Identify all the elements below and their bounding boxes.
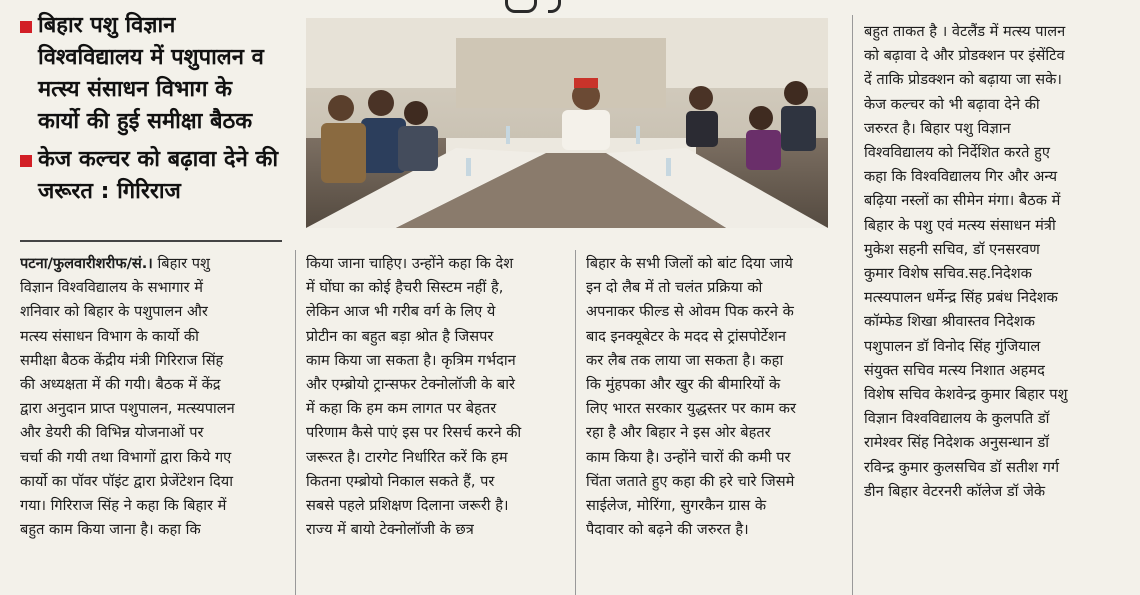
article-line: विज्ञान विश्वविद्यालय के सभागार में [20, 279, 203, 297]
headline-line: मत्स्य संसाधन विभाग के [38, 77, 233, 102]
article-line: रामेश्वर सिंह निदेशक अनुसन्धान डॉ [864, 434, 1050, 452]
article-line: गया। गिरिराज सिंह ने कहा कि बिहार में [20, 497, 227, 515]
article-column-2 [306, 252, 564, 595]
meeting-photo-icon [306, 18, 828, 228]
article-line: में घोंघा का कोई हैचरी सिस्टम नहीं है, [306, 279, 504, 297]
article-line: मत्स्यपालन धर्मेन्द्र सिंह प्रबंध निदेशक [864, 289, 1058, 307]
article-line: लिए भारत सरकार युद्धस्तर पर काम कर [586, 400, 796, 418]
article-line: बढ़िया नस्लों का सीमेन मंगा। बैठक में [864, 192, 1061, 210]
article-line: विशेष सचिव केशवेन्द्र कुमार बिहार पशु [864, 386, 1068, 404]
headline-line: जरूरत : गिरिराज [38, 179, 181, 204]
article-line: और एम्ब्रोयो ट्रान्सफर टेक्नोलॉजी के बारे [306, 376, 515, 394]
article-line: कि मुंहपका और खुर की बीमारियों के [586, 376, 781, 394]
column-1-first-line [20, 252, 282, 276]
article-line: जरूरत है। टारगेट निर्धारित करें कि हम [306, 448, 508, 466]
article-line: द्वारा अनुदान प्राप्त पशुपालन, मत्स्यपालन [20, 400, 235, 418]
headline-1-text [38, 10, 264, 138]
article-line: कहा कि विश्वविद्यालय गिर और अन्य [864, 168, 1058, 186]
article-column-1 [20, 252, 282, 595]
article-line: किया जाना चाहिए। उन्होंने कहा कि देश [306, 255, 514, 272]
article-line: बाद इनक्यूबेटर के मदद से ट्रांसपोर्टेशन [586, 327, 786, 345]
article-line: लेकिन आज भी गरीब वर्ग के लिए ये [306, 303, 496, 321]
headline-block [20, 10, 282, 214]
article-line: दें ताकि प्रोडक्शन को बढ़ाया जा सके। [864, 71, 1062, 89]
article-line: में कहा कि हम कम लागत पर बेहतर [306, 400, 497, 418]
article-line: समीक्षा बैठक केंद्रीय मंत्री गिरिराज सिंह [20, 351, 224, 369]
headline-line: केज कल्चर को बढ़ावा देने की [38, 147, 279, 172]
article-line: काम किया है। उन्होंने चारों की कमी पर [586, 448, 791, 466]
article-column-4 [864, 20, 1124, 595]
headline-2 [20, 144, 282, 208]
article-line: कार्यो का पॉवर पॉइंट द्वारा प्रेजेंटेशन दिया [20, 472, 234, 490]
red-bullet-icon [20, 155, 32, 167]
meeting-photo [306, 18, 828, 228]
column-1-line: बिहार पशु [152, 255, 210, 272]
article-line: मुकेश सहनी सचिव, डॉ एनसरवण [864, 240, 1040, 258]
headline-line: बिहार पशु विज्ञान [38, 13, 176, 38]
column-divider [575, 250, 576, 595]
article-line: सबसे पहले प्रशिक्षण दिलाना जरूरी है। [306, 497, 509, 515]
dateline: पटना/फुलवारीशरीफ/सं.। [20, 255, 153, 272]
article-line: राज्य में बायो टेक्नोलॉजी के छत्र [306, 521, 474, 539]
article-line: साईलेज, मोरिंगा, सुगरकैन ग्रास के [586, 497, 767, 515]
article-line: की अध्यक्षता में की गयी। बैठक में केंद्र [20, 376, 221, 394]
article-line: चिंता जताते हुए कहा की हरे चारे जिसमे [586, 472, 795, 490]
headline-line: विश्वविद्यालय में पशुपालन व [38, 45, 264, 70]
article-line: और डेयरी की विभिन्न योजनाओं पर [20, 424, 204, 442]
column-divider [295, 250, 296, 595]
article-line: पैदावार को बढ़ने की जरुरत है। [586, 521, 749, 539]
article-line: प्रोटीन का बहुत बड़ा श्रोत है जिसपर [306, 327, 494, 345]
cut-off-headline [300, 0, 840, 14]
article-line: विश्वविद्यालय को निर्देशित करते हुए [864, 144, 1050, 162]
article-line: इन दो लैब में तो चलंत प्रक्रिया को [586, 279, 763, 297]
article-line: अपनाकर फील्ड से ओवम पिक करने के [586, 303, 794, 321]
article-line: कॉम्फेड शिखा श्रीवास्तव निदेशक [864, 313, 1035, 331]
article-line: चर्चा की गयी तथा विभागों द्वारा किये गए [20, 448, 232, 466]
column-divider [852, 15, 853, 595]
article-line: रविन्द्र कुमार कुलसचिव डॉ सतीश गर्ग [864, 458, 1060, 476]
article-line: को बढ़ावा दे और प्रोडक्शन पर इंसेंटिव [864, 47, 1065, 65]
article-line: परिणाम कैसे पाएं इस पर रिसर्च करने की [306, 424, 522, 442]
article-line: बिहार के पशु एवं मत्स्य संसाधन मंत्री [864, 216, 1056, 234]
article-line: कर लैब तक लाया जा सकता है। कहा [586, 351, 784, 369]
article-line: बहुत काम किया जाना है। कहा कि [20, 521, 201, 539]
article-line: केज कल्चर को भी बढ़ावा देने की [864, 95, 1040, 113]
article-line: शनिवार को बिहार के पशुपालन और [20, 303, 208, 321]
headline-2-text [38, 144, 278, 208]
article-line: मत्स्य संसाधन विभाग के कार्यो की [20, 327, 199, 345]
article-line: कुमार विशेष सचिव.सह.निदेशक [864, 265, 1032, 283]
column-1-body [20, 276, 282, 542]
article-line: बहुत ताकत है । वेटलैंड में मत्स्य पालन [864, 23, 1066, 40]
article-line: विज्ञान विश्वविद्यालय के कुलपति डॉ [864, 410, 1050, 428]
article-line: डीन बिहार वेटरनरी कॉलेज डॉ जेके [864, 482, 1046, 500]
article-line: संयुक्त सचिव मत्स्य निशात अहमद [864, 361, 1045, 379]
headline-1 [20, 10, 282, 138]
headline-line: कार्यो की हुई समीक्षा बैठक [38, 109, 253, 134]
article-line: पशुपालन डॉ विनोद सिंह गुंजियाल [864, 337, 1041, 355]
article-column-3 [586, 252, 842, 595]
article-line: कितना एम्ब्रोयो निकाल सकते हैं, पर [306, 472, 495, 490]
red-bullet-icon [20, 21, 32, 33]
article-line: काम किया जा सकता है। कृत्रिम गर्भदान [306, 351, 516, 369]
article-line: बिहार के सभी जिलों को बांट दिया जाये [586, 255, 793, 272]
headline-rule [20, 240, 282, 242]
article-line: जरुरत है। बिहार पशु विज्ञान [864, 119, 1011, 137]
article-line: रहा है और बिहार ने इस ओर बेहतर [586, 424, 771, 442]
